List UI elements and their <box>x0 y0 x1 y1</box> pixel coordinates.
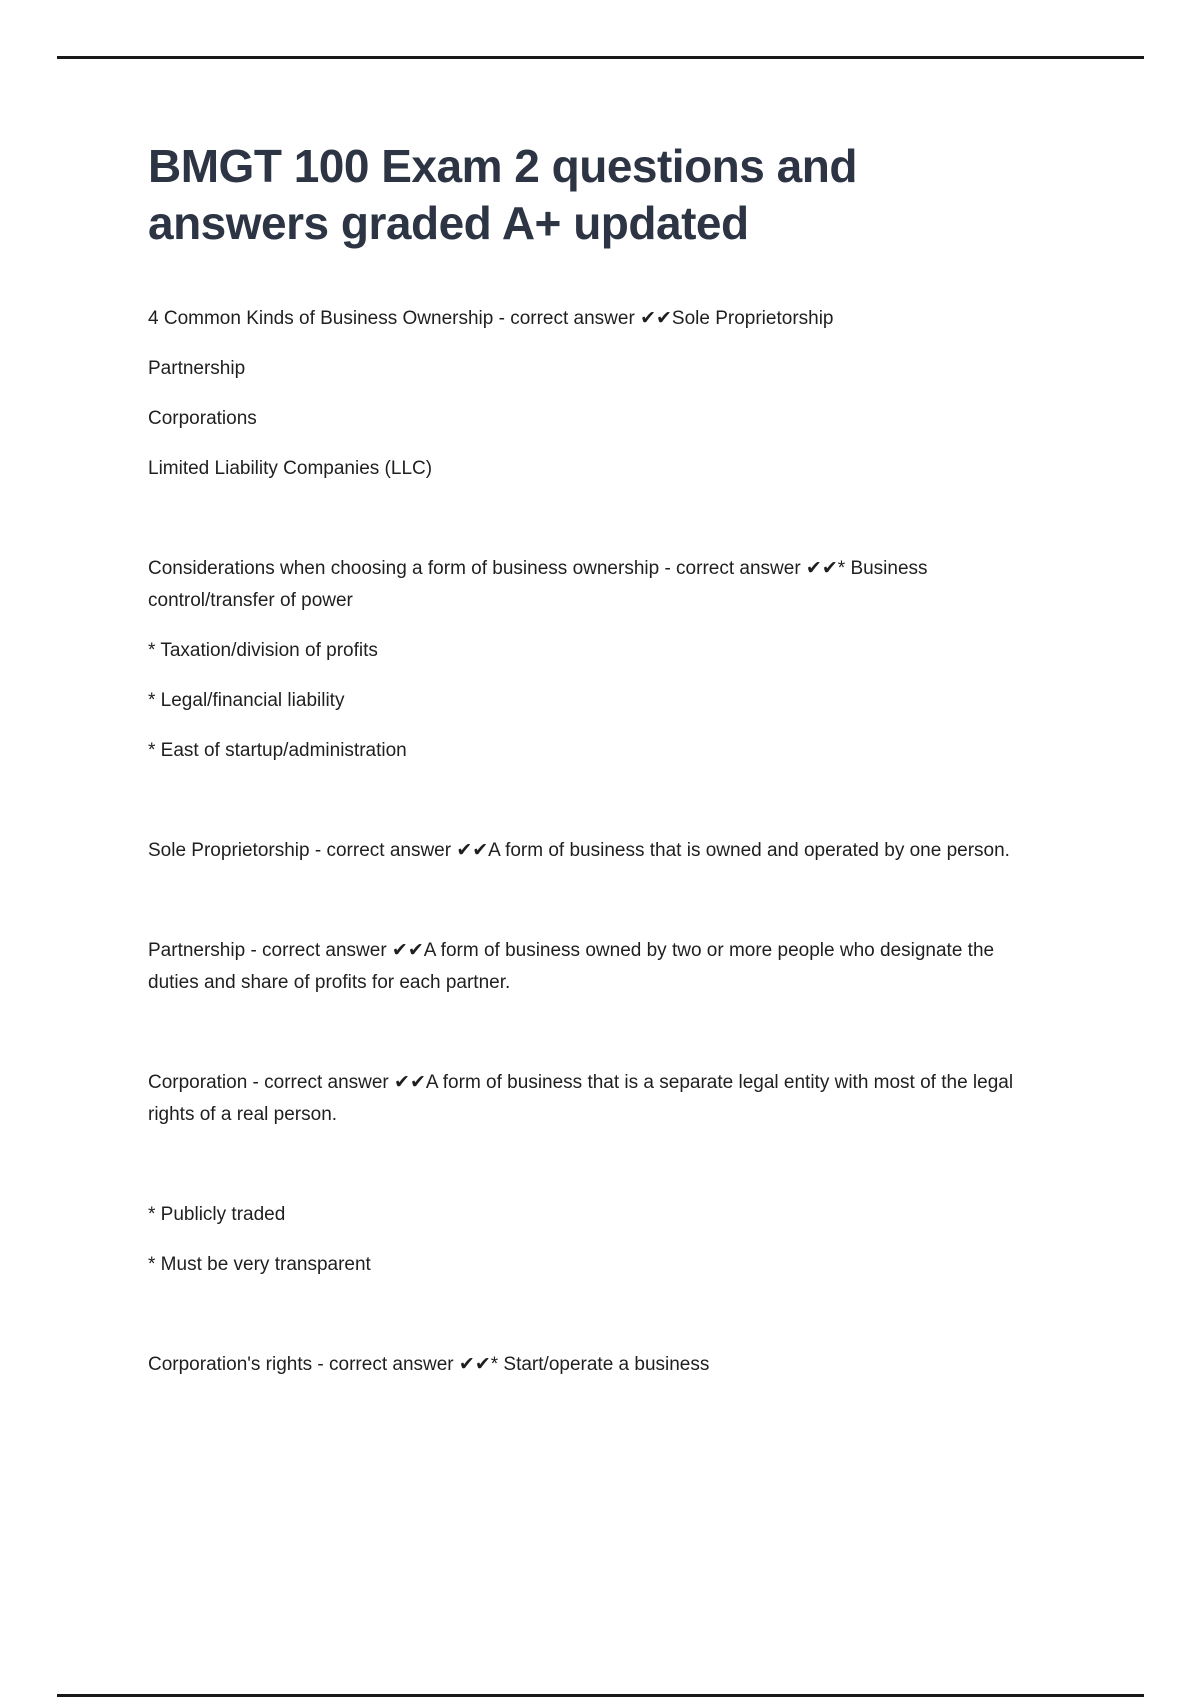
page-title: BMGT 100 Exam 2 questions and answers graded A+ updated <box>148 140 857 249</box>
qa-paragraph: * East of startup/administration <box>148 740 407 761</box>
qa-paragraph: * Must be very transparent <box>148 1254 371 1275</box>
bottom-rule <box>57 1694 1144 1697</box>
blank-paragraph <box>148 1149 1048 1181</box>
blank-paragraph <box>148 885 1048 917</box>
qa-paragraph: Partnership <box>148 358 246 379</box>
blank-paragraph <box>148 1299 1048 1331</box>
qa-paragraph: Corporations <box>148 408 257 429</box>
qa-paragraph: 4 Common Kinds of Business Ownership - correct answer ✔✔Sole Proprietorship <box>148 308 834 329</box>
blank-paragraph <box>148 503 1048 535</box>
qa-paragraph: * Legal/financial liability <box>148 690 345 711</box>
qa-paragraph: * Taxation/division of profits <box>148 640 378 661</box>
qa-paragraph: Limited Liability Companies (LLC) <box>148 458 433 479</box>
qa-paragraph: Considerations when choosing a form of business ownership - correct answer ✔✔* Business control/transfer of power <box>148 558 928 611</box>
top-rule <box>57 56 1144 59</box>
qa-paragraph: * Publicly traded <box>148 1204 286 1225</box>
qa-paragraph: Corporation's rights - correct answer ✔✔* Start/operate a business <box>148 1354 710 1375</box>
qa-paragraph: Partnership - correct answer ✔✔A form of business owned by two or more people who designate the duties and share of profits for each partner. <box>148 940 995 993</box>
qa-paragraph: Corporation - correct answer ✔✔A form of business that is a separate legal entity with most of the legal rights of a real person. <box>148 1072 1014 1125</box>
blank-paragraph <box>148 785 1048 817</box>
qa-paragraph: Sole Proprietorship - correct answer ✔✔A form of business that is owned and operated by one person. <box>148 840 1010 861</box>
blank-paragraph <box>148 1017 1048 1049</box>
document-content <box>148 138 1088 1399</box>
